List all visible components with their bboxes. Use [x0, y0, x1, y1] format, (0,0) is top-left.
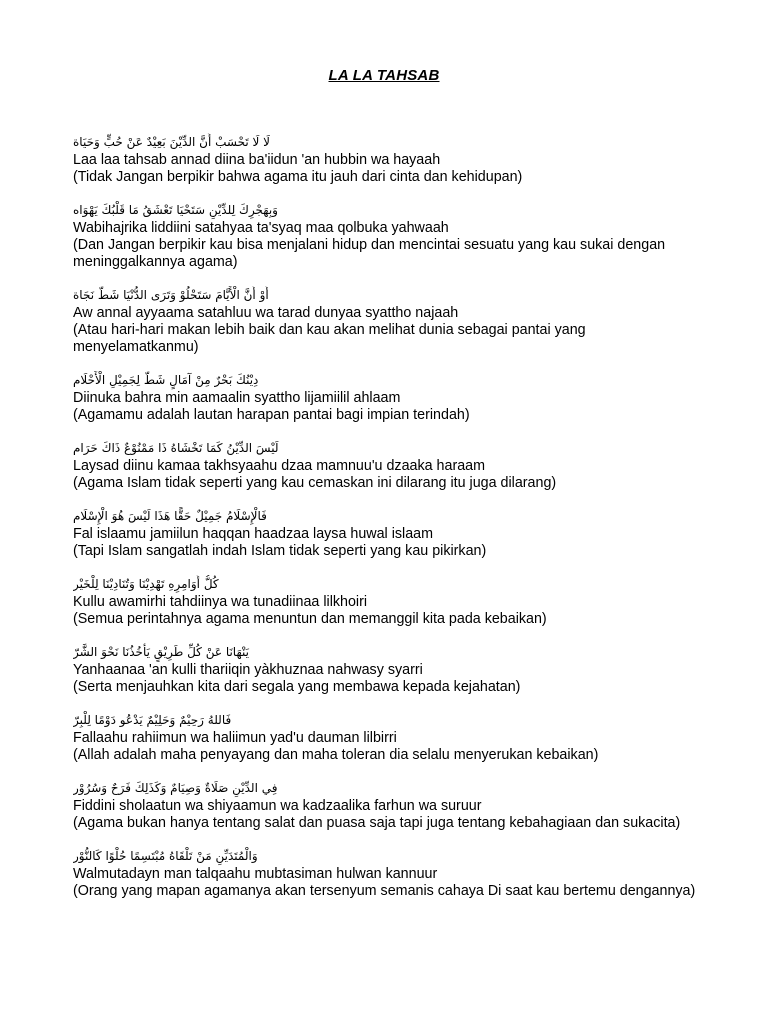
- verse-transliteration: Walmutadayn man talqaahu mubtasiman hulwan kannuur: [73, 866, 438, 882]
- verse-translation: (Tapi Islam sangatlah indah Islam tidak seperti yang kau pikirkan): [73, 543, 487, 559]
- verse-7: [73, 575, 713, 628]
- verse-arabic: وَبِهَجْرِكَ لِلدِّيْنِ سَتَحْيَا تَعْشَقُ مَا قَلْبُكَ يَهْوَاه: [73, 203, 278, 217]
- verse-arabic: لَيْسَ الدِّيْنُ كَمَا تَخْشَاهُ ذَا مَمْنُوْعٌ ذَاكَ حَرَام: [73, 441, 279, 455]
- verse-4: [73, 371, 713, 424]
- verse-translation: (Dan Jangan berpikir kau bisa menjalani hidup dan mencintai sesuatu yang kau sukai dengan meninggalkannya agama): [73, 237, 666, 270]
- verse-transliteration: Diinuka bahra min aamaalin syattho lijamiilil ahlaam: [73, 390, 401, 406]
- verse-6: [73, 507, 713, 560]
- verse-transliteration: Kullu awamirhi tahdiinya wa tunadiinaa lilkhoiri: [73, 594, 368, 610]
- verse-arabic: كُلُّ أَوَامِرِهِ تَهْدِيْنَا وَتُنَادِيْنَا لِلْخَيْر: [73, 577, 219, 591]
- verse-transliteration: Fiddini sholaatun wa shiyaamun wa kadzaalika farhun wa suruur: [73, 798, 482, 814]
- verse-translation: (Semua perintahnya agama menuntun dan memanggil kita pada kebaikan): [73, 611, 547, 627]
- verse-transliteration: Fallaahu rahiimun wa haliimun yad'u dauman lilbirri: [73, 730, 397, 746]
- verse-translation: (Orang yang mapan agamanya akan tersenyum semanis cahaya Di saat kau bertemu dengannya): [73, 883, 696, 899]
- verse-8: [73, 643, 713, 696]
- verse-arabic: دِيْنُكَ بَحْرٌ مِنْ آمَالٍ شَطٌّ لِجَمِيْلِ الْأَحْلَام: [73, 373, 259, 387]
- verse-transliteration: Wabihajrika liddiini satahyaa ta'syaq maa qolbuka yahwaah: [73, 220, 449, 236]
- verse-arabic: فَالْإِسْلَامُ جَمِيْلٌ حَقًّا هَذَا لَيْسَ هُوَ الْإِسْلَام: [73, 509, 267, 523]
- verse-arabic: أَوْ أَنَّ الْأَيَّامَ سَتَحْلُوْ وَتَرَى الدُّنْيَا شَطٌّ نَجَاة: [73, 288, 269, 302]
- verse-translation: (Serta menjauhkan kita dari segala yang membawa kepada kejahatan): [73, 679, 521, 695]
- verse-10: [73, 779, 713, 832]
- verse-arabic: وَالْمُتَدَيِّنِ مَنْ تَلْقَاهُ مُبْتَسِمًا حُلْوًا كَالنُّوْر: [73, 849, 258, 863]
- verse-5: [73, 439, 713, 492]
- verse-list: [73, 133, 713, 915]
- verse-translation: (Tidak Jangan berpikir bahwa agama itu jauh dari cinta dan kehidupan): [73, 169, 523, 185]
- verse-arabic: فَاللهُ رَحِيْمٌ وَحَلِيْمٌ يَدْعُو دَوْمًا لِلْبِرّ: [73, 713, 232, 727]
- document-title: LA LA TAHSAB: [328, 67, 440, 84]
- verse-transliteration: Laysad diinu kamaa takhsyaahu dzaa mamnuu'u dzaaka haraam: [73, 458, 486, 474]
- verse-translation: (Agamamu adalah lautan harapan pantai bagi impian terindah): [73, 407, 470, 423]
- verse-11: [73, 847, 713, 900]
- verse-arabic: يَنْهَانَا عَنْ كُلِّ طَرِيْقٍ يَأْخُذُنَا نَحْوَ الشَّرّ: [73, 645, 249, 659]
- verse-1: [73, 133, 713, 186]
- verse-arabic: لَا لَا تَحْسَبْ أَنَّ الدِّيْنَ بَعِيْدٌ عَنْ حُبٍّ وَحَيَاة: [73, 135, 271, 149]
- verse-2: [73, 201, 713, 271]
- verse-3: [73, 286, 713, 356]
- verse-transliteration: Yanhaanaa 'an kulli thariiqin yàkhuznaa nahwasy syarri: [73, 662, 423, 678]
- verse-arabic: فِي الدِّيْنِ صَلَاةٌ وَصِيَامٌ وَكَذَلِكَ فَرَحٌ وَسُرُوْر: [73, 781, 278, 795]
- verse-transliteration: Laa laa tahsab annad diina ba'iidun 'an hubbin wa hayaah: [73, 152, 441, 168]
- verse-transliteration: Aw annal ayyaama satahluu wa tarad dunyaa syattho najaah: [73, 305, 459, 321]
- verse-translation: (Agama bukan hanya tentang salat dan puasa saja tapi juga tentang kebahagiaan dan sukacita): [73, 815, 681, 831]
- verse-translation: (Atau hari-hari makan lebih baik dan kau akan melihat dunia sebagai pantai yang menyelamatkanmu): [73, 322, 586, 355]
- verse-translation: (Allah adalah maha penyayang dan maha toleran dia selalu menyerukan kebaikan): [73, 747, 599, 763]
- verse-translation: (Agama Islam tidak seperti yang kau cemaskan ini dilarang itu juga dilarang): [73, 475, 557, 491]
- verse-9: [73, 711, 713, 764]
- verse-transliteration: Fal islaamu jamiilun haqqan haadzaa laysa huwal islaam: [73, 526, 434, 542]
